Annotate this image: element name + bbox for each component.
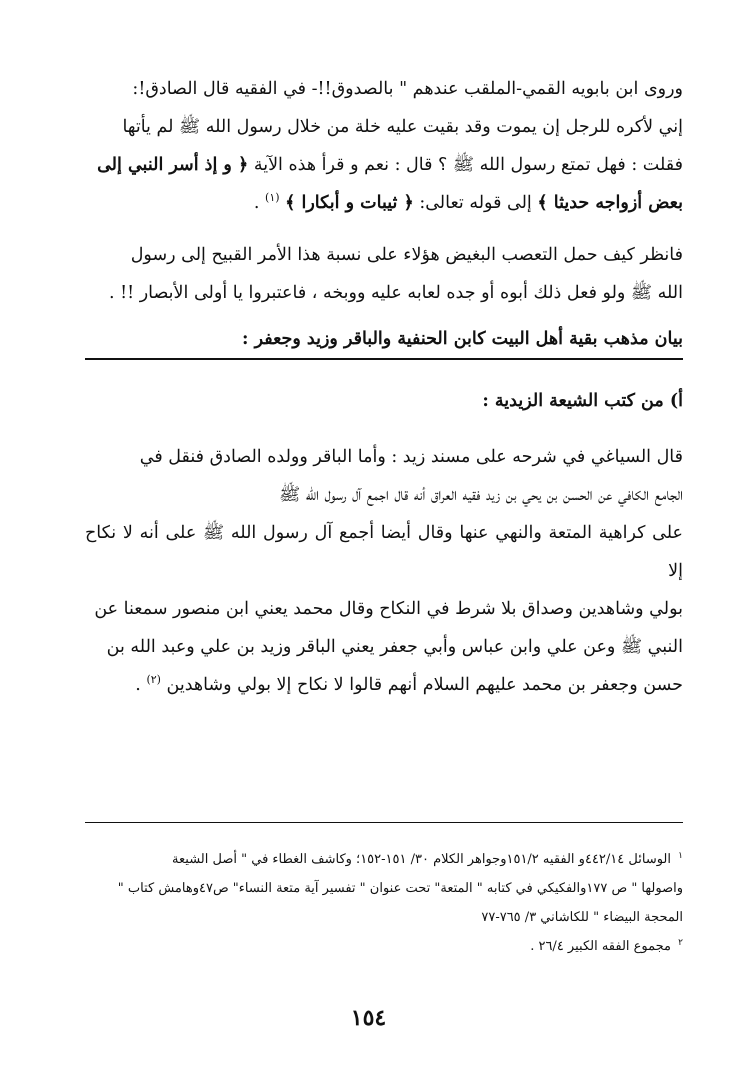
paragraph-2: [85, 236, 683, 312]
paragraph-3-line-6-text: حسن وجعفر بن محمد عليهم السلام أنهم قالوا لا نكاح إلا بولي وشاهدين: [166, 675, 683, 695]
paragraph-1-mid-text: إلى قوله تعالى:: [419, 193, 532, 213]
paragraph-3-line-1: قال السياغي في شرحه على مسند زيد : وأما الباقر وولده الصادق فنقل في: [139, 447, 683, 467]
paragraph-3-line-6: [85, 666, 683, 704]
footnote-2-text: مجموع الفقه الكبير ٢٦/٤ .: [530, 939, 672, 954]
footnote-1-line-3: المحجة البيضاء " للكاشاني ٣/ ٧٦٥-٧٧: [481, 910, 683, 925]
paragraph-1-line-3: [85, 146, 683, 184]
section-heading: بيان مذهب بقية أهل البيت كابن الحنفية والباقر وزيد وجعفر :: [85, 322, 683, 360]
paragraph-1-line-1: وروى ابن بابويه القمي-الملقب عندهم " بالصدوق!!- في الفقيه قال الصادق!:: [132, 79, 683, 99]
footnote-2-line-1: [85, 932, 683, 961]
page-body: [85, 70, 683, 704]
footnote-1-text: الوسائل ٤٤٢/١٤و الفقيه ١٥١/٢وجواهر الكلام ٣٠/ ١٥١-١٥٢؛ وكاشف الغطاء في " أصل الشيعة: [172, 852, 672, 867]
paragraph-1: [85, 70, 683, 226]
paragraph-3-end: .: [135, 675, 141, 695]
subsection-heading: أ) من كتب الشيعة الزيدية :: [482, 391, 683, 411]
paragraph-2-line-1: فانظر كيف حمل التعصب البغيض هؤلاء على نسبة هذا الأمر القبيح إلى رسول: [130, 245, 683, 265]
paragraph-3-line-5: النبي ﷺ وعن علي وابن عباس وأبي جعفر يعني الباقر وزيد بن علي وعبد الله بن: [106, 637, 683, 657]
footnote-1-line-1: [85, 845, 683, 874]
paragraph-1-line-2: إني لأكره للرجل إن يموت وقد بقيت عليه خلة من خلال رسول الله ﷺ لم يأتها: [122, 117, 683, 137]
quran-verse-2: ﴿ ثيبات و أبكارا ﴾: [285, 193, 414, 213]
paragraph-1-end: .: [253, 193, 260, 213]
paragraph-1-line-4: [85, 184, 683, 222]
footnote-divider: [85, 822, 683, 823]
paragraph-3-line-3: على كراهية المتعة والنهي عنها وقال أيضا أجمع آل رسول الله ﷺ على أنه لا نكاح إلا: [85, 523, 683, 581]
quran-verse-1: ﴿ و إذ أسر النبي إلى: [97, 155, 249, 175]
footnote-1-number: ١: [678, 850, 683, 861]
paragraph-1-line-3-text: فقلت : فهل تمتع رسول الله ﷺ ؟ قال : نعم و قرأ هذه الآية: [253, 155, 683, 175]
footnotes: [85, 845, 683, 961]
quran-verse-1-continued: بعض أزواجه حديثا ﴾: [537, 193, 683, 213]
footnote-2-number: ٢: [678, 937, 683, 948]
footnote-1-line-2: واصولها " ص ١٧٧والفكيكي في كتابه " المتعة" تحت عنوان " تفسير آية متعة النساء" ص٤٧وهامش كتاب ": [117, 881, 683, 896]
page-number: ١٥٤: [350, 1005, 387, 1031]
footnote-ref-1: (١): [265, 191, 280, 205]
paragraph-3: [85, 438, 683, 704]
footnote-ref-2: (٢): [146, 673, 161, 687]
paragraph-3-line-4: بولي وشاهدين وصداق بلا شرط في النكاح وقال محمد يعني ابن منصور سمعنا عن: [94, 599, 683, 619]
paragraph-2-line-2: الله ﷺ ولو فعل ذلك أبوه أو جده لعابه عليه ووبخه ، فاعتبروا يا أولى الأبصار !! .: [108, 283, 683, 303]
paragraph-3-line-2: الجامع الكافي عن الحسن بن يحي بن زيد فقيه العراق أنه قال اجمع آل رسول الله ﷺ: [279, 485, 683, 505]
